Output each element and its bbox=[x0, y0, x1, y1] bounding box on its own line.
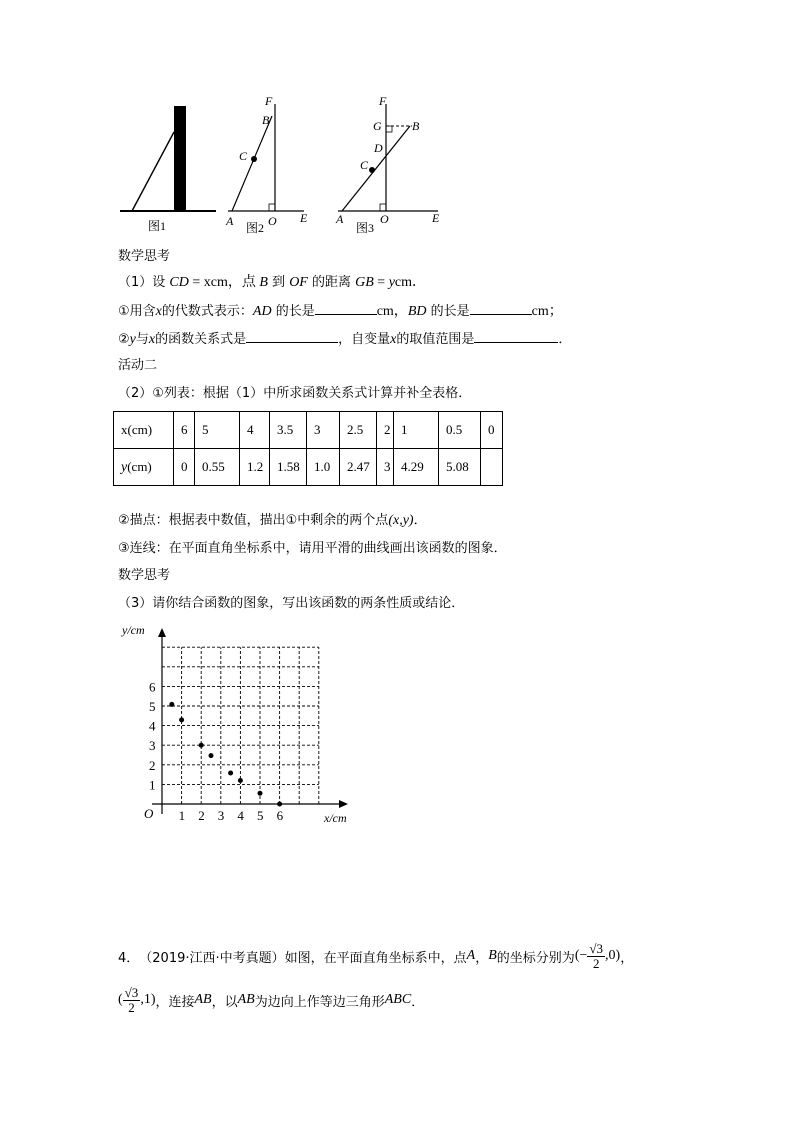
problem-comma: ， bbox=[475, 950, 489, 966]
fig3-label-G: G bbox=[373, 119, 382, 133]
question-2: （2）①列表：根据（1）中所求函数关系式计算并补全表格． bbox=[118, 386, 472, 401]
data-point bbox=[277, 802, 282, 807]
q1-eq2: = bbox=[373, 275, 389, 290]
problem-text3: ，连接 bbox=[155, 994, 195, 1010]
x-axis-arrow-icon bbox=[339, 800, 348, 808]
fig2-label-F: F bbox=[265, 94, 273, 108]
table-cell-empty[interactable] bbox=[481, 449, 503, 486]
q1a-unit2: cm； bbox=[531, 304, 563, 319]
problem-end: ． bbox=[411, 994, 425, 1010]
table-cell: 3.5 bbox=[270, 412, 307, 449]
q1-b: B bbox=[259, 275, 268, 290]
table-cell: 6 bbox=[174, 412, 195, 449]
coord-a-post: ,0) bbox=[605, 948, 621, 963]
question-2b bbox=[118, 512, 427, 530]
q1b-x: x bbox=[148, 332, 156, 347]
question-1b bbox=[118, 330, 571, 349]
data-point bbox=[238, 778, 243, 783]
fraction-denominator: 2 bbox=[592, 955, 600, 971]
q1b-t5: ． bbox=[558, 332, 572, 347]
q1-gb: GB bbox=[355, 275, 374, 290]
q1a-t1: 的代数式表示： bbox=[161, 304, 253, 319]
data-point bbox=[209, 753, 214, 758]
segment-ab: AB bbox=[194, 992, 212, 1007]
q1-mid: 到 bbox=[267, 275, 290, 290]
y-unit: (cm) bbox=[127, 458, 152, 474]
table-cell: 5 bbox=[195, 412, 240, 449]
table-header-x: x(cm) bbox=[114, 412, 174, 449]
table-cell: 3 bbox=[307, 412, 340, 449]
q1b-t1: 与 bbox=[135, 332, 149, 347]
bd-answer-blank[interactable] bbox=[470, 302, 532, 315]
fig2-label-C: C bbox=[239, 149, 248, 163]
q1b-t2: 的函数关系式是 bbox=[155, 332, 247, 347]
problem-text4: ，以 bbox=[211, 994, 238, 1010]
ad-answer-blank[interactable] bbox=[315, 302, 377, 315]
x-tick-label: 1 bbox=[178, 808, 186, 823]
q1a-ad: AD bbox=[252, 304, 272, 319]
question-1a bbox=[118, 302, 563, 321]
q2b-text: ②描点：根据表中数值，描出①中剩余的两个点 bbox=[118, 513, 389, 528]
triangle-abc: ABC bbox=[384, 992, 412, 1007]
y-axis-label: y/cm bbox=[122, 623, 145, 637]
fig3-label-F: F bbox=[379, 94, 387, 108]
figure-3 bbox=[335, 94, 440, 235]
fig2-label-E: E bbox=[300, 211, 308, 225]
q1-tail: cm． bbox=[394, 275, 427, 290]
x-tick-labels bbox=[179, 808, 284, 823]
x-tick-label: 5 bbox=[257, 808, 264, 823]
data-point bbox=[179, 717, 184, 722]
table-cell: 4 bbox=[240, 412, 270, 449]
fraction-sqrt3-over-2 bbox=[123, 986, 141, 1015]
coordinate-graph[interactable] bbox=[110, 618, 360, 833]
q1-eq1: = xcm，点 bbox=[188, 275, 260, 290]
fraction-denominator: 2 bbox=[128, 999, 135, 1015]
table-cell: 0.55 bbox=[195, 449, 240, 486]
question-2c: ③连线：在平面直角坐标系中，请用平滑的曲线画出该函数的图象． bbox=[118, 541, 507, 556]
data-point bbox=[258, 791, 263, 796]
fraction-sqrt3-over-2 bbox=[587, 942, 605, 971]
q2b-end: ． bbox=[413, 513, 427, 528]
section2-heading: 活动二 bbox=[118, 358, 158, 373]
fig3-label-O: O bbox=[380, 212, 389, 226]
fig3-label-D: D bbox=[374, 141, 383, 155]
x-axis-label: x/cm bbox=[324, 811, 347, 825]
q1a-t3: 的长是 bbox=[426, 304, 470, 319]
fraction-numerator: √3 bbox=[589, 940, 604, 956]
coord-a-pre: (− bbox=[574, 948, 588, 963]
table-cell: 1.2 bbox=[240, 449, 270, 486]
coord-b-post: ,1) bbox=[140, 992, 156, 1007]
problem-text5: 为边向上作等边三角形 bbox=[254, 994, 385, 1010]
data-point bbox=[228, 771, 233, 776]
table-cell: 0.5 bbox=[439, 412, 481, 449]
function-answer-blank[interactable] bbox=[246, 330, 338, 343]
table-cell: 0 bbox=[481, 412, 503, 449]
table-cell: 1 bbox=[394, 412, 439, 449]
fig2-label-O: O bbox=[268, 214, 277, 228]
q1-of: OF bbox=[289, 275, 308, 290]
q1a-t2: 的长是 bbox=[271, 304, 315, 319]
x-tick-label: 6 bbox=[276, 808, 284, 823]
section3-heading: 数学思考 bbox=[118, 568, 171, 583]
question-3: （3）请你结合函数的图象，写出该函数的两条性质或结论． bbox=[118, 596, 465, 611]
data-points bbox=[169, 702, 282, 807]
origin-label: O bbox=[144, 806, 154, 821]
table-cell: 1.0 bbox=[307, 449, 340, 486]
data-point bbox=[199, 743, 204, 748]
x-tick-label: 3 bbox=[217, 808, 225, 823]
section1-heading: 数学思考 bbox=[118, 249, 171, 264]
q1a-x: x bbox=[155, 304, 162, 319]
q1a-unit1: cm， bbox=[376, 304, 408, 319]
table-cell: 5.08 bbox=[439, 449, 481, 486]
fig2-caption: 图2 bbox=[246, 221, 265, 235]
q1b-t4: 的取值范围是 bbox=[396, 332, 475, 347]
table-row bbox=[114, 449, 503, 486]
fig3-caption: 图3 bbox=[356, 221, 375, 235]
table-row bbox=[114, 412, 503, 449]
table-cell: 1.58 bbox=[270, 449, 307, 486]
segment-ab-2: AB bbox=[237, 992, 255, 1007]
problem-number: 4． bbox=[118, 950, 140, 966]
point-a: A bbox=[466, 948, 476, 963]
q1a-mark: ①用含 bbox=[118, 304, 156, 319]
y-tick-label: 4 bbox=[149, 718, 156, 734]
y-tick-label: 6 bbox=[149, 679, 156, 695]
fig3-label-E: E bbox=[432, 211, 440, 225]
problem-text1: 如图，在平面直角坐标系中，点 bbox=[284, 950, 467, 966]
problem-text2: 的坐标分别为 bbox=[496, 950, 575, 966]
figures-row bbox=[110, 90, 450, 240]
q1-cd: CD bbox=[169, 275, 189, 290]
y-tick-label: 3 bbox=[149, 738, 156, 754]
x-tick-label: 2 bbox=[198, 808, 205, 823]
fig2-label-B: B bbox=[262, 113, 270, 127]
fig2-label-A: A bbox=[226, 214, 234, 228]
fig3-label-C: C bbox=[360, 158, 369, 172]
q1-y: y bbox=[388, 275, 395, 290]
table-cell: 3 bbox=[377, 449, 394, 486]
figure-1 bbox=[120, 106, 216, 233]
range-answer-blank[interactable] bbox=[474, 330, 558, 343]
q1b-mark: ② bbox=[118, 332, 130, 347]
y-tick-label: 5 bbox=[149, 699, 156, 714]
q1b-t3: ，自变量 bbox=[338, 332, 391, 347]
fig3-label-A: A bbox=[336, 212, 344, 226]
q1b-x2: x bbox=[390, 332, 397, 347]
figure-2 bbox=[225, 94, 308, 235]
table-header-y bbox=[114, 449, 174, 486]
data-point bbox=[169, 702, 174, 707]
problem-4-line1 bbox=[118, 938, 633, 974]
table-cell: 2.47 bbox=[340, 449, 377, 486]
question-1 bbox=[118, 274, 426, 292]
y-var: y bbox=[121, 459, 128, 475]
fig1-caption: 图1 bbox=[148, 219, 167, 233]
table-cell: 4.29 bbox=[394, 449, 439, 486]
y-tick-label: 1 bbox=[149, 777, 156, 793]
fraction-numerator: √3 bbox=[124, 984, 139, 1000]
value-table bbox=[113, 411, 503, 486]
problem-4-line2 bbox=[118, 982, 424, 1018]
q1-pre: （1）设 bbox=[118, 275, 170, 290]
q2b-point: (x,y) bbox=[388, 513, 414, 528]
problem-tail1: ， bbox=[620, 950, 634, 966]
fig3-label-B: B bbox=[412, 119, 420, 133]
x-tick-label: 4 bbox=[237, 808, 244, 823]
table-cell: 0 bbox=[174, 449, 195, 486]
table-cell: 2 bbox=[377, 412, 394, 449]
q1a-bd: BD bbox=[407, 304, 427, 319]
y-tick-label: 2 bbox=[149, 757, 156, 773]
problem-source: （2019·江西·中考真题） bbox=[139, 950, 285, 966]
y-tick-labels bbox=[149, 679, 156, 792]
q1-mid2: 的距离 bbox=[307, 275, 356, 290]
table-cell: 2.5 bbox=[340, 412, 377, 449]
point-b: B bbox=[488, 948, 497, 963]
coord-b-pre: ( bbox=[118, 992, 123, 1007]
y-axis-arrow-icon bbox=[158, 628, 166, 637]
q1b-y: y bbox=[129, 332, 136, 347]
